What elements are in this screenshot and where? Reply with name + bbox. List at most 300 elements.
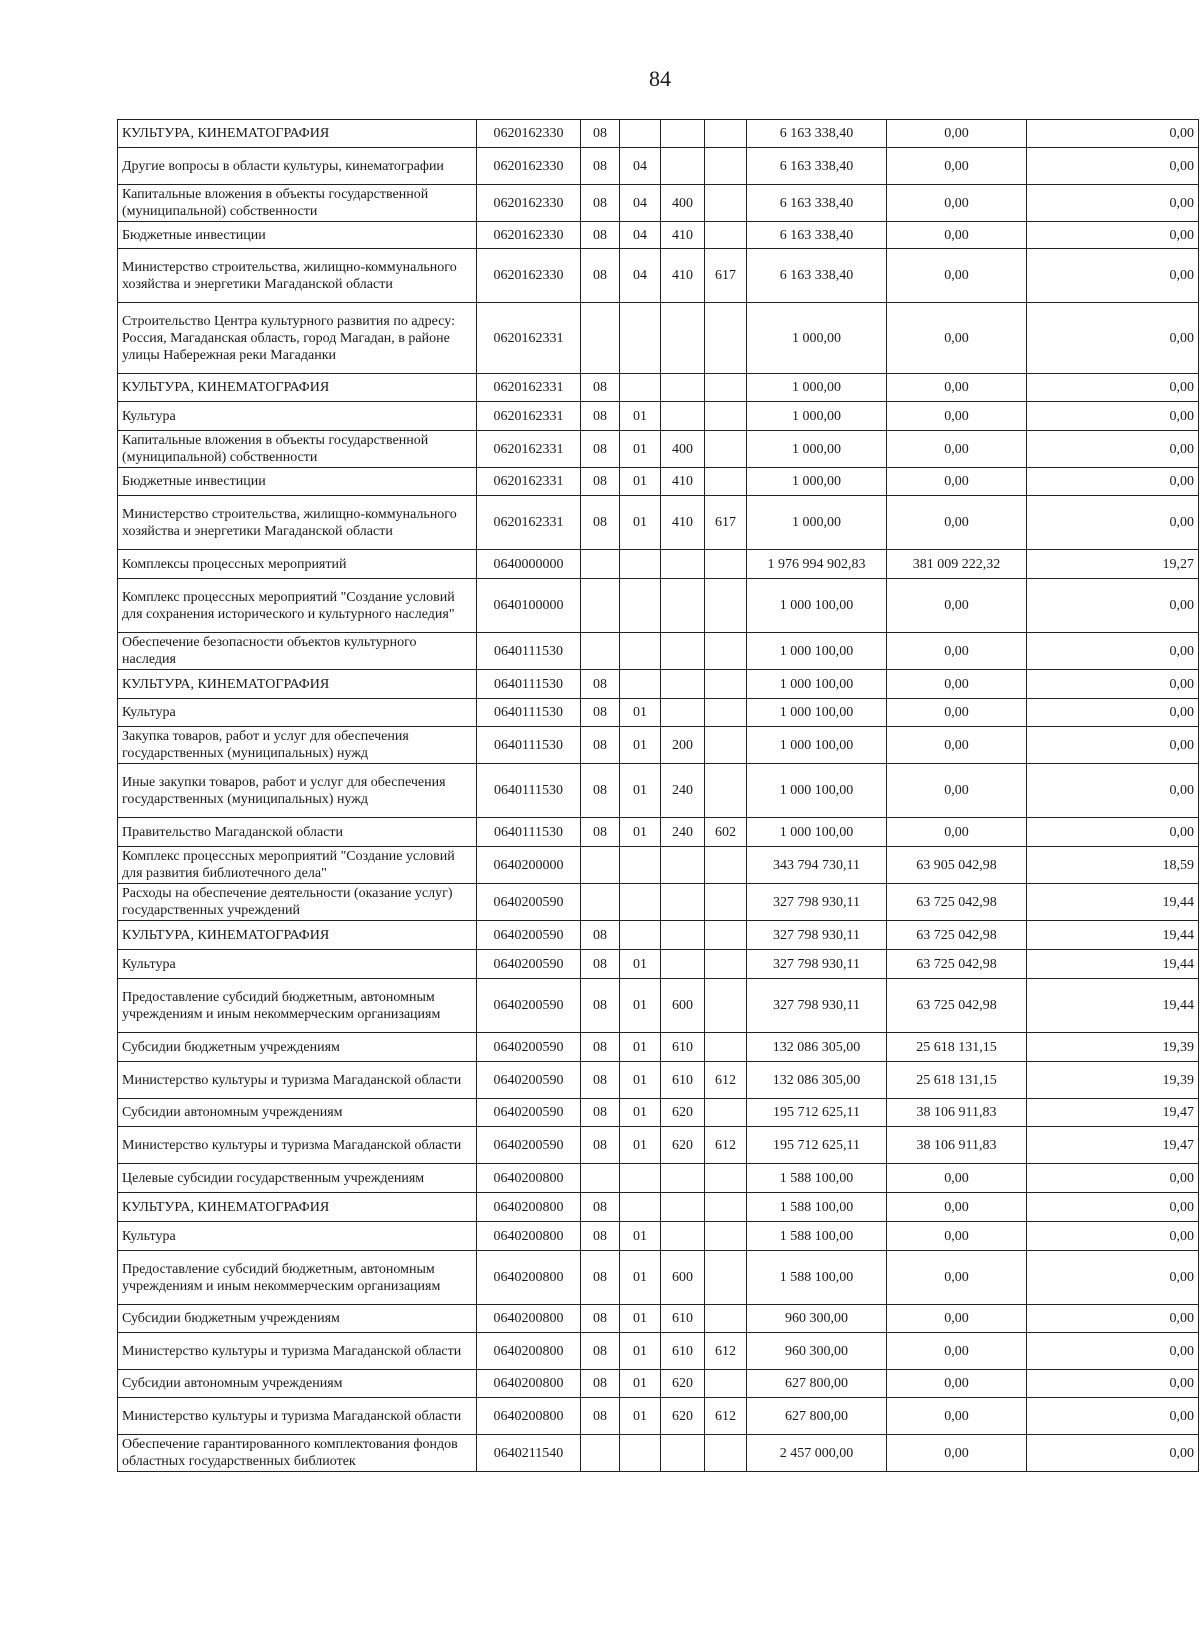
table-row xyxy=(118,1370,1199,1398)
cell-actual-amount: 0,00 xyxy=(887,185,1027,222)
cell-expense-type: 610 xyxy=(661,1062,705,1099)
cell-subsection xyxy=(620,847,661,884)
cell-actual-amount: 63 725 042,98 xyxy=(887,884,1027,921)
cell-planned-amount: 6 163 338,40 xyxy=(747,222,887,249)
cell-admin-code xyxy=(705,1193,747,1222)
cell-target-article: 0640200800 xyxy=(477,1333,581,1370)
cell-planned-amount: 960 300,00 xyxy=(747,1305,887,1333)
cell-percent: 0,00 xyxy=(1027,633,1199,670)
cell-name: КУЛЬТУРА, КИНЕМАТОГРАФИЯ xyxy=(118,120,477,148)
cell-subsection: 01 xyxy=(620,431,661,468)
cell-expense-type xyxy=(661,699,705,727)
cell-target-article: 0620162331 xyxy=(477,303,581,374)
cell-name: Министерство культуры и туризма Магаданской области xyxy=(118,1398,477,1435)
cell-admin-code xyxy=(705,1164,747,1193)
cell-percent: 19,44 xyxy=(1027,884,1199,921)
cell-actual-amount: 0,00 xyxy=(887,764,1027,818)
cell-subsection: 01 xyxy=(620,1333,661,1370)
cell-subsection xyxy=(620,1435,661,1472)
cell-name: Другие вопросы в области культуры, кинематографии xyxy=(118,148,477,185)
cell-section xyxy=(581,579,620,633)
cell-section: 08 xyxy=(581,1251,620,1305)
cell-name: КУЛЬТУРА, КИНЕМАТОГРАФИЯ xyxy=(118,921,477,950)
cell-planned-amount: 627 800,00 xyxy=(747,1398,887,1435)
cell-subsection xyxy=(620,633,661,670)
cell-planned-amount: 327 798 930,11 xyxy=(747,979,887,1033)
budget-table xyxy=(117,119,1199,1472)
cell-section xyxy=(581,1435,620,1472)
cell-subsection: 01 xyxy=(620,818,661,847)
cell-expense-type: 620 xyxy=(661,1398,705,1435)
cell-name: Капитальные вложения в объекты государственной (муниципальной) собственности xyxy=(118,431,477,468)
cell-subsection xyxy=(620,550,661,579)
cell-percent: 0,00 xyxy=(1027,670,1199,699)
cell-name: КУЛЬТУРА, КИНЕМАТОГРАФИЯ xyxy=(118,1193,477,1222)
table-row xyxy=(118,670,1199,699)
cell-name: Министерство строительства, жилищно-коммунального хозяйства и энергетики Магаданской области xyxy=(118,249,477,303)
cell-admin-code xyxy=(705,374,747,402)
cell-target-article: 0640200590 xyxy=(477,979,581,1033)
cell-target-article: 0620162330 xyxy=(477,222,581,249)
cell-section: 08 xyxy=(581,1222,620,1251)
cell-name: Министерство культуры и туризма Магаданской области xyxy=(118,1333,477,1370)
cell-actual-amount: 0,00 xyxy=(887,222,1027,249)
cell-subsection: 01 xyxy=(620,1370,661,1398)
cell-name: Комплекс процессных мероприятий "Создание условий для сохранения исторического и культурного наследия" xyxy=(118,579,477,633)
cell-actual-amount: 0,00 xyxy=(887,1222,1027,1251)
cell-section: 08 xyxy=(581,185,620,222)
cell-actual-amount: 0,00 xyxy=(887,670,1027,699)
cell-admin-code xyxy=(705,950,747,979)
cell-planned-amount: 1 000,00 xyxy=(747,303,887,374)
cell-section: 08 xyxy=(581,1398,620,1435)
cell-expense-type: 410 xyxy=(661,222,705,249)
cell-name: КУЛЬТУРА, КИНЕМАТОГРАФИЯ xyxy=(118,670,477,699)
cell-planned-amount: 343 794 730,11 xyxy=(747,847,887,884)
cell-actual-amount: 0,00 xyxy=(887,431,1027,468)
cell-section: 08 xyxy=(581,431,620,468)
cell-target-article: 0640200590 xyxy=(477,921,581,950)
cell-planned-amount: 2 457 000,00 xyxy=(747,1435,887,1472)
cell-admin-code xyxy=(705,699,747,727)
cell-admin-code xyxy=(705,979,747,1033)
cell-actual-amount: 25 618 131,15 xyxy=(887,1062,1027,1099)
cell-subsection: 01 xyxy=(620,1062,661,1099)
cell-percent: 0,00 xyxy=(1027,402,1199,431)
cell-name: Закупка товаров, работ и услуг для обеспечения государственных (муниципальных) нужд xyxy=(118,727,477,764)
cell-planned-amount: 1 000 100,00 xyxy=(747,670,887,699)
cell-actual-amount: 0,00 xyxy=(887,374,1027,402)
cell-admin-code xyxy=(705,921,747,950)
table-row xyxy=(118,303,1199,374)
cell-planned-amount: 1 000,00 xyxy=(747,374,887,402)
cell-target-article: 0620162331 xyxy=(477,402,581,431)
cell-target-article: 0620162331 xyxy=(477,468,581,496)
cell-planned-amount: 1 000,00 xyxy=(747,431,887,468)
cell-percent: 0,00 xyxy=(1027,431,1199,468)
cell-planned-amount: 960 300,00 xyxy=(747,1333,887,1370)
cell-target-article: 0640111530 xyxy=(477,727,581,764)
cell-percent: 19,44 xyxy=(1027,979,1199,1033)
cell-section: 08 xyxy=(581,950,620,979)
cell-section: 08 xyxy=(581,1099,620,1127)
cell-section xyxy=(581,1164,620,1193)
cell-target-article: 0640200590 xyxy=(477,1099,581,1127)
table-row xyxy=(118,496,1199,550)
table-row xyxy=(118,374,1199,402)
cell-expense-type xyxy=(661,303,705,374)
table-row xyxy=(118,950,1199,979)
cell-actual-amount: 0,00 xyxy=(887,818,1027,847)
cell-subsection xyxy=(620,579,661,633)
cell-name: Комплексы процессных мероприятий xyxy=(118,550,477,579)
cell-actual-amount: 63 725 042,98 xyxy=(887,979,1027,1033)
cell-section: 08 xyxy=(581,921,620,950)
table-row xyxy=(118,699,1199,727)
cell-percent: 0,00 xyxy=(1027,699,1199,727)
cell-expense-type: 410 xyxy=(661,249,705,303)
page-number: 84 xyxy=(649,66,671,91)
cell-target-article: 0640100000 xyxy=(477,579,581,633)
cell-planned-amount: 195 712 625,11 xyxy=(747,1127,887,1164)
cell-name: Министерство строительства, жилищно-коммунального хозяйства и энергетики Магаданской области xyxy=(118,496,477,550)
cell-actual-amount: 0,00 xyxy=(887,402,1027,431)
cell-expense-type: 410 xyxy=(661,496,705,550)
cell-name: Министерство культуры и туризма Магаданской области xyxy=(118,1062,477,1099)
cell-admin-code xyxy=(705,847,747,884)
cell-target-article: 0620162331 xyxy=(477,374,581,402)
cell-actual-amount: 0,00 xyxy=(887,120,1027,148)
cell-planned-amount: 1 588 100,00 xyxy=(747,1193,887,1222)
cell-admin-code xyxy=(705,148,747,185)
cell-name: Субсидии автономным учреждениям xyxy=(118,1099,477,1127)
cell-name: Целевые субсидии государственным учреждениям xyxy=(118,1164,477,1193)
cell-admin-code xyxy=(705,402,747,431)
cell-expense-type: 610 xyxy=(661,1305,705,1333)
cell-target-article: 0640200800 xyxy=(477,1193,581,1222)
cell-name: Обеспечение гарантированного комплектования фондов областных государственных библиотек xyxy=(118,1435,477,1472)
cell-percent: 0,00 xyxy=(1027,1164,1199,1193)
cell-subsection: 01 xyxy=(620,1398,661,1435)
table-row xyxy=(118,1099,1199,1127)
cell-subsection: 01 xyxy=(620,1251,661,1305)
cell-planned-amount: 1 000 100,00 xyxy=(747,699,887,727)
cell-subsection: 01 xyxy=(620,727,661,764)
cell-planned-amount: 1 588 100,00 xyxy=(747,1164,887,1193)
cell-name: Капитальные вложения в объекты государственной (муниципальной) собственности xyxy=(118,185,477,222)
cell-subsection: 01 xyxy=(620,950,661,979)
cell-actual-amount: 0,00 xyxy=(887,1251,1027,1305)
cell-expense-type: 600 xyxy=(661,1251,705,1305)
cell-subsection: 01 xyxy=(620,496,661,550)
cell-subsection: 01 xyxy=(620,468,661,496)
cell-expense-type: 600 xyxy=(661,979,705,1033)
cell-admin-code xyxy=(705,431,747,468)
cell-admin-code xyxy=(705,1222,747,1251)
cell-actual-amount: 0,00 xyxy=(887,1305,1027,1333)
cell-percent: 0,00 xyxy=(1027,1251,1199,1305)
cell-planned-amount: 1 000,00 xyxy=(747,402,887,431)
cell-name: Субсидии бюджетным учреждениям xyxy=(118,1305,477,1333)
cell-admin-code xyxy=(705,633,747,670)
cell-percent: 0,00 xyxy=(1027,496,1199,550)
table-row xyxy=(118,1305,1199,1333)
cell-name: Субсидии автономным учреждениям xyxy=(118,1370,477,1398)
cell-planned-amount: 1 000 100,00 xyxy=(747,764,887,818)
table-row xyxy=(118,1251,1199,1305)
cell-name: Обеспечение безопасности объектов культурного наследия xyxy=(118,633,477,670)
cell-percent: 0,00 xyxy=(1027,727,1199,764)
cell-admin-code: 617 xyxy=(705,249,747,303)
cell-percent: 0,00 xyxy=(1027,185,1199,222)
cell-planned-amount: 1 000 100,00 xyxy=(747,579,887,633)
cell-target-article: 0640200800 xyxy=(477,1370,581,1398)
cell-percent: 18,59 xyxy=(1027,847,1199,884)
cell-expense-type xyxy=(661,120,705,148)
cell-expense-type xyxy=(661,1193,705,1222)
cell-percent: 0,00 xyxy=(1027,1370,1199,1398)
table-row xyxy=(118,1435,1199,1472)
table-row xyxy=(118,1164,1199,1193)
table-row xyxy=(118,884,1199,921)
cell-expense-type: 410 xyxy=(661,468,705,496)
cell-expense-type xyxy=(661,950,705,979)
cell-target-article: 0640200800 xyxy=(477,1398,581,1435)
table-row xyxy=(118,921,1199,950)
cell-section xyxy=(581,884,620,921)
cell-section: 08 xyxy=(581,402,620,431)
cell-admin-code: 602 xyxy=(705,818,747,847)
cell-actual-amount: 0,00 xyxy=(887,148,1027,185)
cell-planned-amount: 6 163 338,40 xyxy=(747,185,887,222)
cell-percent: 19,47 xyxy=(1027,1127,1199,1164)
cell-expense-type: 200 xyxy=(661,727,705,764)
cell-actual-amount: 63 905 042,98 xyxy=(887,847,1027,884)
cell-actual-amount: 0,00 xyxy=(887,1398,1027,1435)
cell-planned-amount: 1 000,00 xyxy=(747,468,887,496)
cell-section: 08 xyxy=(581,222,620,249)
cell-expense-type xyxy=(661,1222,705,1251)
cell-actual-amount: 381 009 222,32 xyxy=(887,550,1027,579)
cell-expense-type xyxy=(661,1164,705,1193)
cell-expense-type: 620 xyxy=(661,1127,705,1164)
table-row xyxy=(118,633,1199,670)
cell-target-article: 0620162330 xyxy=(477,120,581,148)
cell-expense-type: 240 xyxy=(661,818,705,847)
cell-planned-amount: 132 086 305,00 xyxy=(747,1033,887,1062)
cell-section: 08 xyxy=(581,1305,620,1333)
cell-section: 08 xyxy=(581,249,620,303)
cell-subsection xyxy=(620,884,661,921)
cell-name: Предоставление субсидий бюджетным, автономным учреждениям и иным некоммерческим организациям xyxy=(118,979,477,1033)
cell-actual-amount: 0,00 xyxy=(887,249,1027,303)
table-row xyxy=(118,222,1199,249)
table-row xyxy=(118,979,1199,1033)
cell-target-article: 0640211540 xyxy=(477,1435,581,1472)
cell-section: 08 xyxy=(581,468,620,496)
cell-target-article: 0640111530 xyxy=(477,764,581,818)
cell-expense-type xyxy=(661,1435,705,1472)
cell-percent: 0,00 xyxy=(1027,468,1199,496)
table-row xyxy=(118,402,1199,431)
cell-section: 08 xyxy=(581,120,620,148)
cell-expense-type xyxy=(661,847,705,884)
cell-subsection: 04 xyxy=(620,222,661,249)
cell-section: 08 xyxy=(581,374,620,402)
cell-target-article: 0640200000 xyxy=(477,847,581,884)
cell-name: Комплекс процессных мероприятий "Создание условий для развития библиотечного дела" xyxy=(118,847,477,884)
cell-subsection: 01 xyxy=(620,764,661,818)
cell-expense-type: 610 xyxy=(661,1033,705,1062)
cell-section xyxy=(581,633,620,670)
cell-name: Министерство культуры и туризма Магаданской области xyxy=(118,1127,477,1164)
cell-planned-amount: 6 163 338,40 xyxy=(747,120,887,148)
cell-name: Культура xyxy=(118,402,477,431)
cell-actual-amount: 0,00 xyxy=(887,727,1027,764)
cell-actual-amount: 0,00 xyxy=(887,1164,1027,1193)
table-row xyxy=(118,1127,1199,1164)
table-row xyxy=(118,1398,1199,1435)
cell-admin-code xyxy=(705,303,747,374)
cell-subsection: 01 xyxy=(620,402,661,431)
cell-percent: 0,00 xyxy=(1027,1435,1199,1472)
cell-actual-amount: 0,00 xyxy=(887,1193,1027,1222)
cell-expense-type xyxy=(661,633,705,670)
cell-percent: 0,00 xyxy=(1027,1305,1199,1333)
cell-target-article: 0640111530 xyxy=(477,818,581,847)
cell-admin-code: 612 xyxy=(705,1127,747,1164)
cell-name: КУЛЬТУРА, КИНЕМАТОГРАФИЯ xyxy=(118,374,477,402)
cell-section: 08 xyxy=(581,818,620,847)
cell-target-article: 0640111530 xyxy=(477,633,581,670)
cell-subsection: 04 xyxy=(620,148,661,185)
cell-section xyxy=(581,550,620,579)
table-row xyxy=(118,249,1199,303)
cell-section: 08 xyxy=(581,148,620,185)
cell-subsection: 04 xyxy=(620,185,661,222)
cell-target-article: 0640200590 xyxy=(477,1033,581,1062)
table-row xyxy=(118,148,1199,185)
cell-target-article: 0640000000 xyxy=(477,550,581,579)
cell-percent: 19,47 xyxy=(1027,1099,1199,1127)
cell-admin-code xyxy=(705,1370,747,1398)
cell-actual-amount: 0,00 xyxy=(887,1435,1027,1472)
cell-target-article: 0640200590 xyxy=(477,950,581,979)
cell-section: 08 xyxy=(581,496,620,550)
cell-percent: 0,00 xyxy=(1027,1222,1199,1251)
cell-admin-code xyxy=(705,222,747,249)
cell-subsection: 01 xyxy=(620,1033,661,1062)
cell-subsection xyxy=(620,374,661,402)
table-row xyxy=(118,818,1199,847)
cell-admin-code xyxy=(705,120,747,148)
cell-percent: 0,00 xyxy=(1027,818,1199,847)
cell-actual-amount: 38 106 911,83 xyxy=(887,1099,1027,1127)
cell-percent: 19,39 xyxy=(1027,1033,1199,1062)
cell-name: Предоставление субсидий бюджетным, автономным учреждениям и иным некоммерческим организациям xyxy=(118,1251,477,1305)
cell-percent: 0,00 xyxy=(1027,222,1199,249)
cell-section: 08 xyxy=(581,1062,620,1099)
cell-section: 08 xyxy=(581,1333,620,1370)
cell-subsection xyxy=(620,670,661,699)
cell-name: Культура xyxy=(118,699,477,727)
cell-section: 08 xyxy=(581,670,620,699)
cell-name: Бюджетные инвестиции xyxy=(118,468,477,496)
cell-section xyxy=(581,847,620,884)
cell-admin-code: 612 xyxy=(705,1062,747,1099)
table-row xyxy=(118,764,1199,818)
table-body xyxy=(118,120,1199,1472)
cell-actual-amount: 0,00 xyxy=(887,633,1027,670)
table-row xyxy=(118,120,1199,148)
cell-planned-amount: 1 588 100,00 xyxy=(747,1222,887,1251)
cell-actual-amount: 0,00 xyxy=(887,1370,1027,1398)
cell-percent: 0,00 xyxy=(1027,249,1199,303)
cell-expense-type: 400 xyxy=(661,185,705,222)
cell-percent: 0,00 xyxy=(1027,1333,1199,1370)
cell-admin-code xyxy=(705,764,747,818)
table-row xyxy=(118,468,1199,496)
cell-target-article: 0640200590 xyxy=(477,1062,581,1099)
cell-planned-amount: 132 086 305,00 xyxy=(747,1062,887,1099)
cell-planned-amount: 1 000 100,00 xyxy=(747,633,887,670)
table-row xyxy=(118,1193,1199,1222)
cell-admin-code: 612 xyxy=(705,1333,747,1370)
cell-percent: 19,44 xyxy=(1027,950,1199,979)
cell-percent: 19,27 xyxy=(1027,550,1199,579)
cell-expense-type xyxy=(661,579,705,633)
cell-actual-amount: 63 725 042,98 xyxy=(887,950,1027,979)
cell-actual-amount: 0,00 xyxy=(887,496,1027,550)
cell-admin-code: 617 xyxy=(705,496,747,550)
cell-percent: 19,44 xyxy=(1027,921,1199,950)
cell-planned-amount: 327 798 930,11 xyxy=(747,950,887,979)
cell-percent: 0,00 xyxy=(1027,374,1199,402)
cell-percent: 0,00 xyxy=(1027,579,1199,633)
cell-planned-amount: 327 798 930,11 xyxy=(747,884,887,921)
cell-expense-type xyxy=(661,670,705,699)
cell-planned-amount: 1 000,00 xyxy=(747,496,887,550)
cell-expense-type xyxy=(661,884,705,921)
cell-actual-amount: 0,00 xyxy=(887,303,1027,374)
cell-planned-amount: 1 976 994 902,83 xyxy=(747,550,887,579)
cell-target-article: 0620162331 xyxy=(477,496,581,550)
cell-percent: 0,00 xyxy=(1027,1193,1199,1222)
table-row xyxy=(118,185,1199,222)
cell-admin-code xyxy=(705,1099,747,1127)
cell-subsection: 01 xyxy=(620,1222,661,1251)
table-row xyxy=(118,1062,1199,1099)
cell-subsection: 01 xyxy=(620,1099,661,1127)
cell-name: Строительство Центра культурного развития по адресу: Россия, Магаданская область, город Магадан, в районе улицы Набережная реки Магаданки xyxy=(118,303,477,374)
cell-subsection: 01 xyxy=(620,979,661,1033)
cell-section: 08 xyxy=(581,1033,620,1062)
cell-actual-amount: 63 725 042,98 xyxy=(887,921,1027,950)
cell-admin-code: 612 xyxy=(705,1398,747,1435)
cell-target-article: 0640200800 xyxy=(477,1164,581,1193)
cell-planned-amount: 1 000 100,00 xyxy=(747,727,887,764)
table-row xyxy=(118,1033,1199,1062)
cell-percent: 0,00 xyxy=(1027,148,1199,185)
cell-admin-code xyxy=(705,727,747,764)
cell-expense-type xyxy=(661,402,705,431)
cell-expense-type: 240 xyxy=(661,764,705,818)
cell-name: Расходы на обеспечение деятельности (оказание услуг) государственных учреждений xyxy=(118,884,477,921)
cell-section: 08 xyxy=(581,727,620,764)
cell-name: Иные закупки товаров, работ и услуг для обеспечения государственных (муниципальных) нужд xyxy=(118,764,477,818)
table-row xyxy=(118,579,1199,633)
cell-planned-amount: 627 800,00 xyxy=(747,1370,887,1398)
